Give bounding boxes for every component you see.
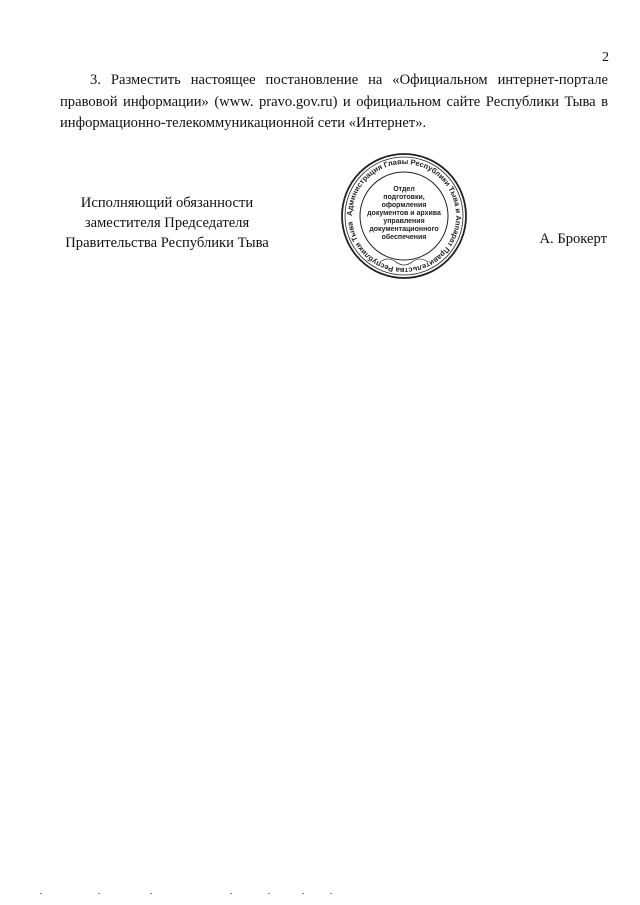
- signer-title: [60, 193, 274, 253]
- seal-center-line: управления: [383, 218, 425, 225]
- seal-center-line: обеспечения: [381, 234, 427, 241]
- seal-center-line: подготовки,: [383, 194, 425, 201]
- seal-center-line: документационного: [369, 226, 439, 233]
- seal-center-line: оформления: [381, 202, 427, 209]
- official-seal: [340, 152, 468, 280]
- page-number: 2: [602, 50, 609, 65]
- body-paragraph: 3. Разместить настоящее постановление на «Официальном интернет-портале правовой информации» (www. pravo.gov.ru) и официальном сайте Республики Тыва в информационно-телекоммуникационной сети «Интернет».: [60, 72, 608, 131]
- scan-artifacts: [40, 893, 600, 897]
- seal-center-line: документов и архива: [367, 210, 441, 217]
- signer-title-line: Правительства Республики Тыва: [65, 235, 269, 251]
- signer-title-line: заместителя Председателя: [84, 215, 250, 231]
- signer-name: А. Брокерт: [539, 231, 607, 247]
- signer-title-line: Исполняющий обязанности: [80, 195, 254, 211]
- seal-ring-text: Администрация Главы Республики Тыва и Аппарат Правительства Республики Тыва: [344, 156, 464, 276]
- seal-center-line: Отдел: [393, 186, 415, 193]
